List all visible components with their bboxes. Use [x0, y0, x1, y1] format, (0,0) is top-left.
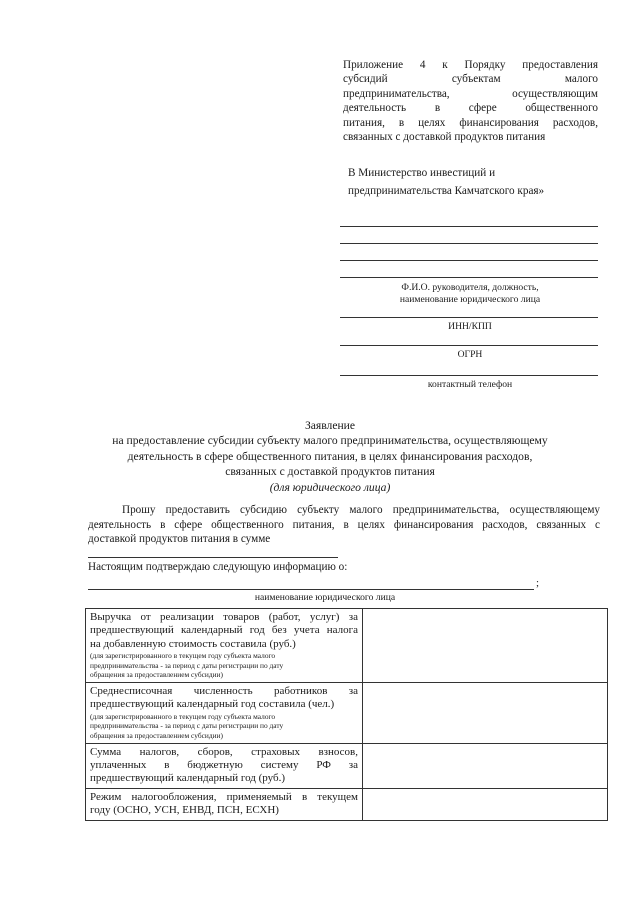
title-line: на предоставление субсидии субъекту малого предпринимательства, осуществляющему [112, 434, 548, 448]
confirm-text: Настоящим подтверждаю следующую информацию о: [88, 561, 348, 573]
inn-caption [360, 321, 580, 333]
row-label-line: предшествующий календарный год (руб.) [90, 772, 286, 785]
request-line-text: доставкой продуктов питания в сумме [88, 533, 271, 546]
title-line: деятельность в сфере общественного питания, в целях финансирования расходов, [127, 449, 533, 463]
request-line-last [88, 532, 600, 558]
addressee [348, 164, 598, 200]
request-line: Прошу предоставить субсидию субъекту малого предпринимательства, осуществляющему [122, 504, 600, 516]
row-label-line: Сумма налогов, сборов, страховых взносов, [90, 745, 358, 758]
table-row [86, 743, 608, 788]
phone-caption [360, 379, 580, 391]
row-value-cell[interactable] [363, 788, 608, 820]
entity-name-caption-text: наименование юридического лица [254, 592, 396, 603]
request-paragraph [88, 503, 600, 558]
row-note: обращения за предоставлением субсидии) [90, 670, 223, 680]
blank-line[interactable] [340, 260, 598, 261]
title-subtitle: (для юридического лица) [269, 480, 391, 494]
document-title [60, 418, 600, 495]
inn-caption-text: ИНН/КПП [448, 321, 492, 332]
row-value-cell[interactable] [363, 743, 608, 788]
header-line: Приложение 4 к Порядку предоставления [343, 59, 598, 71]
ogrn-line[interactable] [340, 345, 598, 346]
title-line: связанных с доставкой продуктов питания [225, 465, 435, 479]
row-note: предпринимательства - за период с даты регистрации по дату [90, 660, 284, 670]
header-line: связанных с доставкой продуктов питания [343, 131, 546, 144]
row-note: (для зарегистрированного в текущем году субъекта малого [90, 651, 276, 661]
blank-line[interactable] [340, 277, 598, 278]
info-table [85, 608, 608, 821]
row-note: (для зарегистрированного в текущем году субъекта малого [90, 711, 276, 721]
ogrn-caption [360, 349, 580, 361]
header-line: субсидий субъектам малого [343, 73, 598, 86]
row-label-line: предшествующий календарный год составила (чел.) [90, 698, 335, 711]
header-line: деятельность в сфере общественного [343, 102, 598, 115]
semicolon: ; [536, 577, 540, 589]
row-note: обращения за предоставлением субсидии) [90, 731, 223, 740]
row-label-cell [86, 683, 363, 744]
appendix-header [343, 58, 598, 144]
sum-input-line[interactable] [88, 547, 338, 558]
header-line: питания, в целях финансирования расходов, [343, 116, 598, 129]
ogrn-caption-text: ОГРН [457, 349, 483, 360]
fio-caption [360, 282, 580, 306]
request-line: деятельность в сфере общественного питания, в целях финансирования расходов, связанных с [88, 518, 600, 531]
row-label-line: уплаченных в бюджетную систему РФ за [90, 759, 358, 771]
inn-line[interactable] [340, 317, 598, 318]
row-value-cell[interactable] [363, 683, 608, 744]
row-value-cell[interactable] [363, 609, 608, 683]
row-note: предпринимательства - за период с даты регистрации по дату [90, 721, 284, 731]
entity-name-caption [200, 592, 450, 604]
title-heading: Заявление [304, 419, 356, 432]
row-label-line: на добавленную стоимость составила (руб.) [90, 637, 296, 650]
row-label-line: году (ОСНО, УСН, ЕНВД, ПСН, ЕСХН) [90, 804, 279, 817]
phone-caption-text: контактный телефон [427, 379, 513, 390]
blank-line[interactable] [340, 226, 598, 227]
row-label-cell [86, 743, 363, 788]
row-label-line: Режим налогообложения, применяемый в текущем [90, 790, 358, 803]
fio-caption-line: Ф.И.О. руководителя, должность, [401, 282, 539, 293]
addressee-line: В Министерство инвестиций и [348, 167, 496, 179]
entity-name-line[interactable] [88, 589, 534, 590]
fio-caption-line: наименование юридического лица [399, 294, 541, 305]
table-row [86, 788, 608, 820]
table-row [86, 683, 608, 744]
blank-line[interactable] [340, 243, 598, 244]
table-row [86, 609, 608, 683]
row-label-line: предшествующий календарный год без учета налога [90, 624, 358, 637]
row-label-line: Выручка от реализации товаров (работ, услуг) за [90, 611, 358, 623]
header-line: предпринимательства, осуществляющим [343, 87, 598, 100]
row-label-line: Среднесписочная численность работников за [90, 685, 358, 697]
phone-line[interactable] [340, 375, 598, 376]
row-label-cell [86, 788, 363, 820]
row-label-cell [86, 609, 363, 683]
addressee-line: предпринимательства Камчатского края» [348, 185, 545, 197]
